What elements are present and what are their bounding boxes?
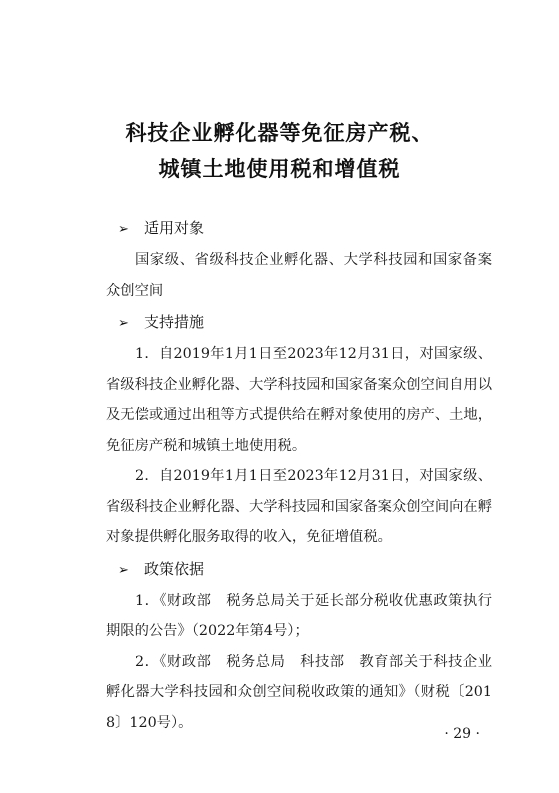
paragraph: 2．《财政部 税务总局 科技部 教育部关于科技企业孵化器大学科技园和众创空间税收政策的通知》（财税〔2018〕120号）。 — [106, 653, 492, 731]
paragraph: 2．自2019年1月1日至2023年12月31日，对国家级、省级科技企业孵化器、大学科技园和国家备案众创空间向在孵对象提供孵化服务取得的收入，免征增值税。 — [106, 468, 493, 545]
document-title — [0, 115, 559, 187]
section-heading-applicable-objects — [106, 212, 492, 245]
section-heading-support-measures — [106, 306, 492, 339]
title-line-1: 科技企业孵化器等免征房产税、 — [125, 121, 434, 145]
page-number: · 29 · — [444, 726, 480, 742]
arrow-right-icon: ➢ — [118, 316, 129, 331]
paragraph: 1．自2019年1月1日至2023年12月31日，对国家级、省级科技企业孵化器、大学科技园和国家备案众创空间自用以及无偿或通过出租等方式提供给在孵对象使用的房产、土地，免征房产税和城镇土地使用税。 — [106, 346, 493, 454]
arrow-right-icon: ➢ — [118, 222, 129, 237]
section-heading-policy-basis — [106, 553, 492, 586]
paragraph: 国家级、省级科技企业孵化器、大学科技园和国家备案众创空间 — [106, 252, 492, 299]
arrow-right-icon: ➢ — [118, 562, 129, 578]
section-heading-label: 支持措施 — [144, 313, 205, 331]
document-body — [106, 212, 492, 738]
title-line-2: 城镇土地使用税和增值税 — [158, 157, 401, 181]
paragraph: 1．《财政部 税务总局关于延长部分税收优惠政策执行期限的公告》（2022年第4号）； — [106, 592, 492, 639]
section-heading-label: 适用对象 — [144, 219, 205, 237]
section-heading-label: 政策依据 — [144, 559, 205, 578]
